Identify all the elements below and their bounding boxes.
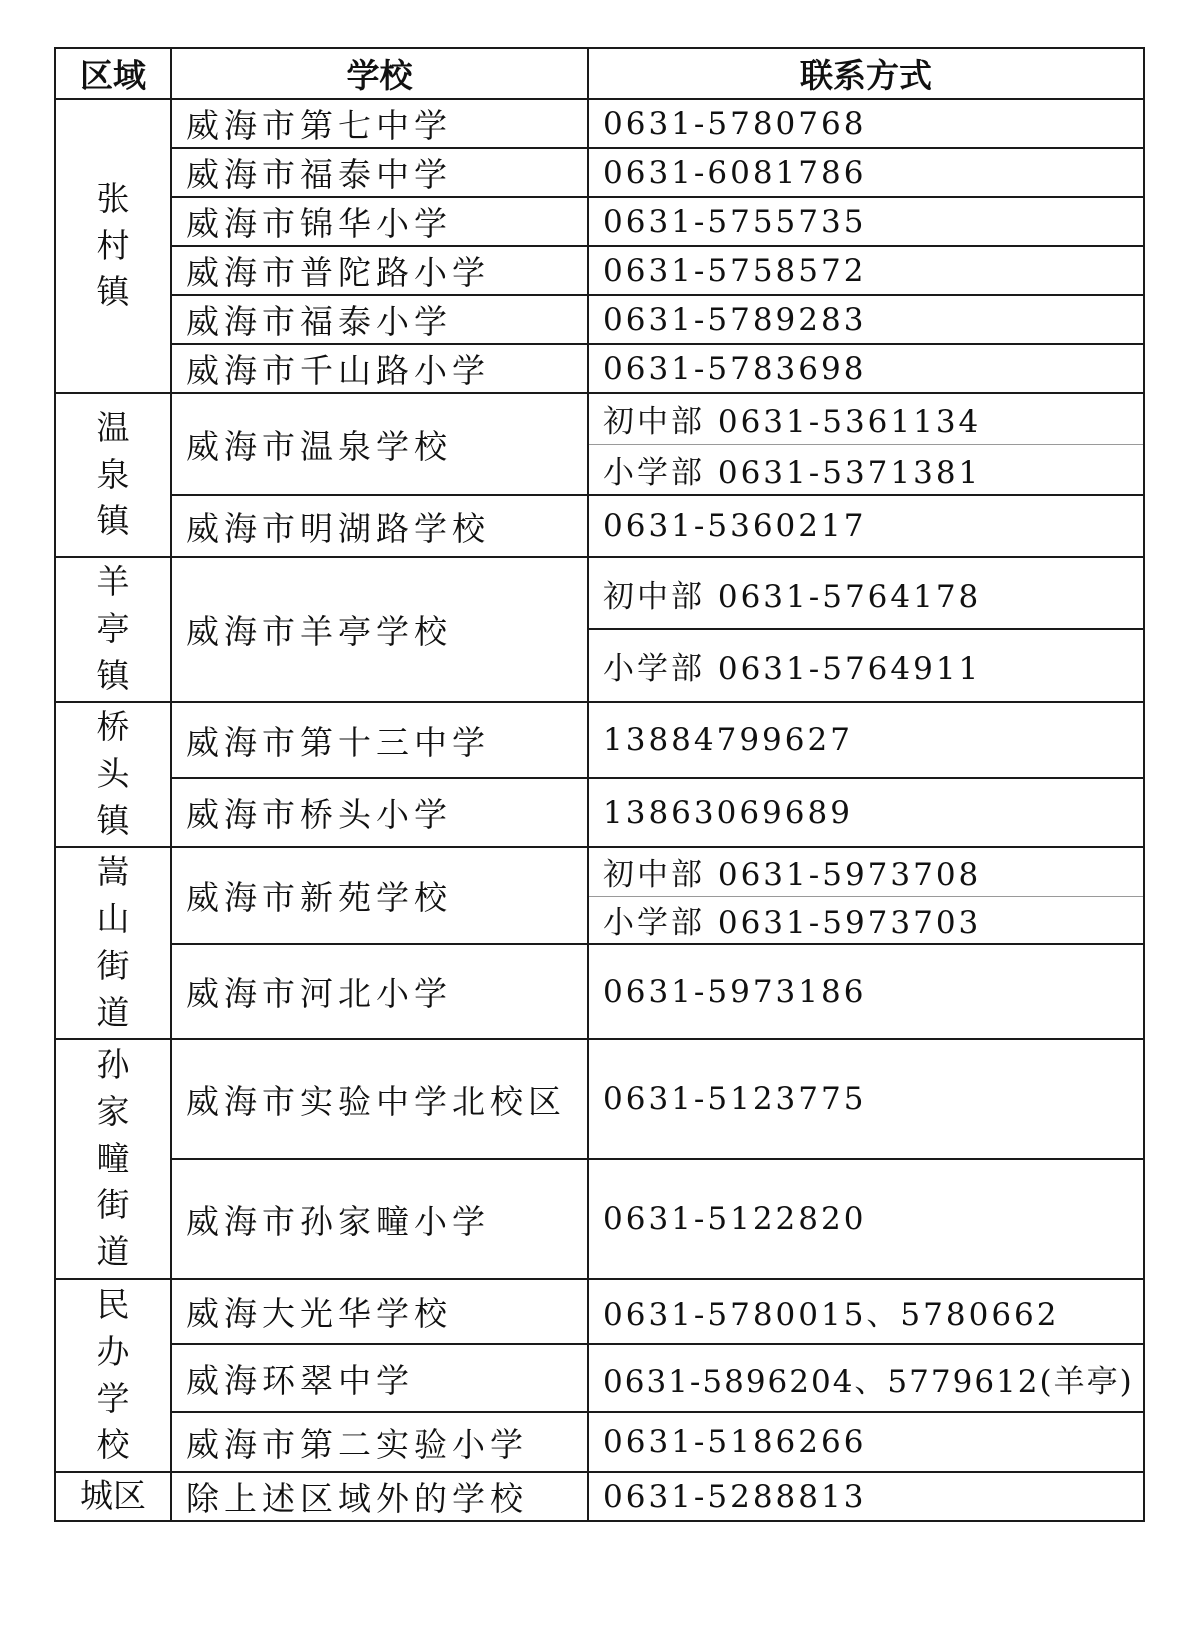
school-cell: 威海市第七中学 bbox=[171, 99, 588, 148]
table-row bbox=[55, 1159, 1144, 1279]
contact-cell: 小学部 0631-5371381 bbox=[588, 444, 1144, 495]
region-cell bbox=[55, 1472, 171, 1521]
school-cell: 威海市第二实验小学 bbox=[171, 1412, 588, 1472]
table-row bbox=[55, 1279, 1144, 1344]
region-label: 桥头镇 bbox=[96, 707, 130, 840]
table-row bbox=[55, 847, 1144, 896]
contact-cell: 初中部 0631-5361134 bbox=[588, 393, 1144, 444]
school-cell: 威海市温泉学校 bbox=[171, 393, 588, 495]
contact-cell: 0631-5783698 bbox=[588, 344, 1144, 393]
contact-cell: 0631-5755735 bbox=[588, 197, 1144, 246]
contact-cell: 13863069689 bbox=[588, 778, 1144, 847]
contact-cell: 小学部 0631-5764911 bbox=[588, 629, 1144, 702]
contact-cell: 0631-5896204、5779612(羊亭) bbox=[588, 1344, 1144, 1412]
school-cell: 威海市明湖路学校 bbox=[171, 495, 588, 557]
header-contact: 联系方式 bbox=[588, 48, 1144, 99]
region-label: 孙家疃街道 bbox=[96, 1044, 130, 1272]
school-cell: 威海市桥头小学 bbox=[171, 778, 588, 847]
table-row bbox=[55, 246, 1144, 295]
table-header-row bbox=[55, 48, 1144, 99]
contact-cell: 小学部 0631-5973703 bbox=[588, 896, 1144, 944]
region-cell bbox=[55, 1039, 171, 1279]
region-cell bbox=[55, 847, 171, 1039]
contact-cell: 13884799627 bbox=[588, 702, 1144, 778]
school-cell: 威海市福泰小学 bbox=[171, 295, 588, 344]
region-cell bbox=[55, 1279, 171, 1472]
table-row bbox=[55, 944, 1144, 1039]
table-row bbox=[55, 197, 1144, 246]
header-school: 学校 bbox=[171, 48, 588, 99]
table-row bbox=[55, 1412, 1144, 1472]
contact-cell: 0631-5288813 bbox=[588, 1472, 1144, 1521]
region-label: 温泉镇 bbox=[96, 407, 130, 541]
region-label: 张村镇 bbox=[96, 178, 130, 312]
region-cell bbox=[55, 557, 171, 702]
contact-cell: 初中部 0631-5764178 bbox=[588, 557, 1144, 629]
region-cell bbox=[55, 99, 171, 393]
table-row bbox=[55, 1472, 1144, 1521]
region-label: 民办学校 bbox=[96, 1284, 130, 1465]
table-row bbox=[55, 99, 1144, 148]
contact-cell: 0631-5758572 bbox=[588, 246, 1144, 295]
contact-cell: 0631-5973186 bbox=[588, 944, 1144, 1039]
region-cell bbox=[55, 702, 171, 847]
contact-cell: 0631-5789283 bbox=[588, 295, 1144, 344]
school-cell: 威海市羊亭学校 bbox=[171, 557, 588, 702]
school-cell: 威海环翠中学 bbox=[171, 1344, 588, 1412]
contact-cell: 0631-5780015、5780662 bbox=[588, 1279, 1144, 1344]
school-cell: 威海市锦华小学 bbox=[171, 197, 588, 246]
header-region: 区域 bbox=[55, 48, 171, 99]
table-row bbox=[55, 778, 1144, 847]
contact-cell: 初中部 0631-5973708 bbox=[588, 847, 1144, 896]
school-cell: 威海市福泰中学 bbox=[171, 148, 588, 197]
school-cell: 威海市实验中学北校区 bbox=[171, 1039, 588, 1159]
school-cell: 威海市千山路小学 bbox=[171, 344, 588, 393]
table-row bbox=[55, 344, 1144, 393]
table-row bbox=[55, 148, 1144, 197]
region-label: 嵩山街道 bbox=[96, 852, 130, 1032]
region-cell bbox=[55, 393, 171, 557]
region-label: 城区 bbox=[80, 1476, 146, 1516]
school-cell: 威海市第十三中学 bbox=[171, 702, 588, 778]
school-cell: 威海市普陀路小学 bbox=[171, 246, 588, 295]
school-cell: 威海市新苑学校 bbox=[171, 847, 588, 944]
school-cell: 威海市河北小学 bbox=[171, 944, 588, 1039]
table-row bbox=[55, 1039, 1144, 1159]
table-row bbox=[55, 557, 1144, 629]
school-contact-table bbox=[54, 47, 1145, 1522]
school-cell: 除上述区域外的学校 bbox=[171, 1472, 588, 1521]
table-row bbox=[55, 702, 1144, 778]
school-cell: 威海大光华学校 bbox=[171, 1279, 588, 1344]
contact-cell: 0631-5186266 bbox=[588, 1412, 1144, 1472]
contact-cell: 0631-5123775 bbox=[588, 1039, 1144, 1159]
contact-cell: 0631-5122820 bbox=[588, 1159, 1144, 1279]
contact-cell: 0631-5360217 bbox=[588, 495, 1144, 557]
school-cell: 威海市孙家疃小学 bbox=[171, 1159, 588, 1279]
table-row bbox=[55, 495, 1144, 557]
table-row bbox=[55, 393, 1144, 444]
contact-cell: 0631-5780768 bbox=[588, 99, 1144, 148]
table-row bbox=[55, 1344, 1144, 1412]
table-row bbox=[55, 295, 1144, 344]
region-label: 羊亭镇 bbox=[96, 562, 130, 695]
contact-cell: 0631-6081786 bbox=[588, 148, 1144, 197]
